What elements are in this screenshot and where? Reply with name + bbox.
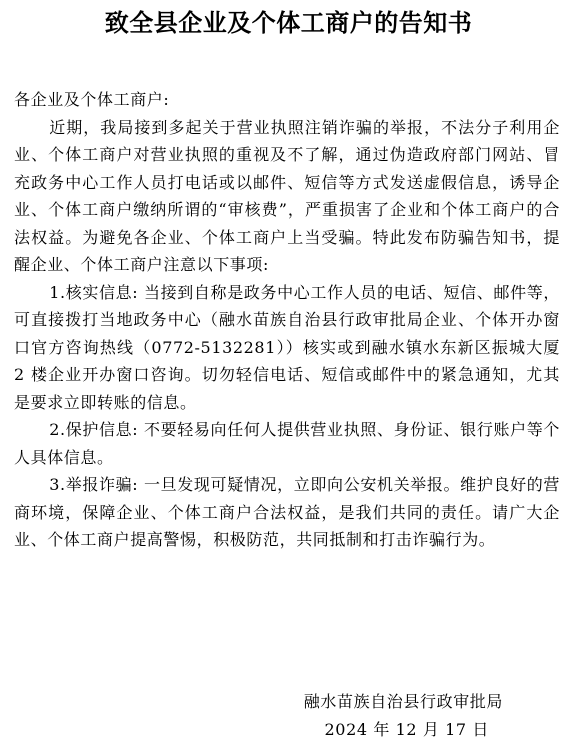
document-body bbox=[14, 86, 560, 554]
signature-block bbox=[263, 688, 503, 743]
document-title: 致全县企业及个体工商户的告知书 bbox=[104, 8, 473, 37]
signature-date: 2024 年 12 月 17 日 bbox=[324, 719, 489, 739]
signature-organization: 融水苗族自治县行政审批局 bbox=[303, 692, 503, 711]
intro-paragraph: 近期，我局接到多起关于营业执照注销诈骗的举报，不法分子利用企业、个体工商户对营业执照的重视及不了解，通过伪造政府部门网站、冒充政务中心工作人员打电话或以邮件、短信等方式发送虚假信息，诱导企业、个体工商户缴纳所谓的“审核费”，严重损害了企业和个体工商户的合法权益。为避免各企业、个体工商户上当受骗。特此发布防骗告知书，提醒企业、个体工商户注意以下事项: bbox=[14, 117, 560, 274]
item-report-fraud: 3.举报诈骗: 一旦发现可疑情况，立即向公安机关举报。维护良好的营商环境，保障企业、个体工商户合法权益，是我们共同的责任。请广大企业、个体工商户提高警惕，积极防范，共同抵制和打击诈骗行为。 bbox=[14, 475, 560, 549]
item-verify-info: 1.核实信息: 当接到自称是政务中心工作人员的电话、短信、邮件等，可直接拨打当地政务中心（融水苗族自治县行政审批局企业、个体开办窗口官方咨询热线（0772-5132281））核实或到融水镇水东新区振城大厦 2 楼企业开办窗口咨询。切勿轻信电话、短信或邮件中的紧急通知，尤其是要求立即转账的信息。 bbox=[14, 282, 560, 412]
item-protect-info: 2.保护信息: 不要轻易向任何人提供营业执照、身份证、银行账户等个人具体信息。 bbox=[14, 420, 560, 467]
salutation: 各企业及个体工商户: bbox=[14, 90, 170, 109]
